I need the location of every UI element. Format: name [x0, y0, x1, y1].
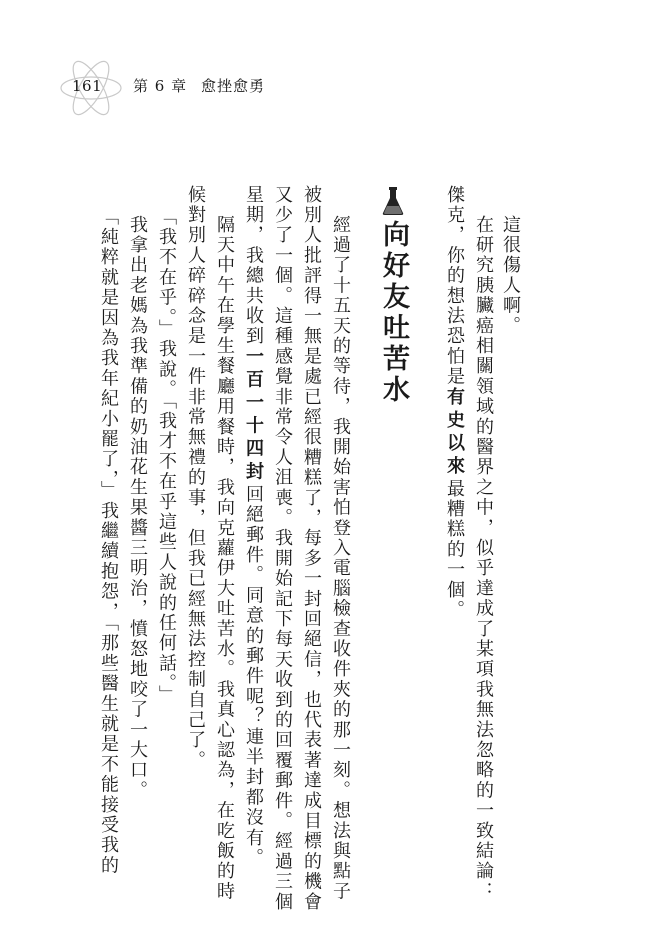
page-number: 161: [72, 77, 103, 95]
chapter-title: 愈挫愈勇: [201, 77, 266, 95]
section-heading: 向好友吐苦水: [378, 220, 409, 406]
text-column-7: 星期，我總共收到一百一十四封回絕郵件。同意的郵件呢？連半封都沒有。: [243, 185, 264, 869]
text-column-8: 隔天中午在學生餐廳用餐時，我向克蘿伊大吐苦水。我真心認為，在吃飯的時: [214, 215, 235, 902]
text-column-11: 我拿出老媽為我準備的奶油花生果醬三明治，憤怒地咬了一大口。: [127, 215, 148, 801]
text-column-6: 又少了一個。這種感覺非常令人沮喪。我開始記下每天收到的回覆郵件。經過三個: [272, 185, 293, 913]
text-column-10: 「我不在乎。」我說。「我才不在乎這些人說的任何話。」: [156, 207, 177, 706]
text-column-5: 被別人批評得一無是處已經很糟糕了，每多一封回絕信，也代表著達成目標的機會: [301, 185, 322, 913]
flask-icon: [380, 186, 406, 216]
text-column-3: 傑克，你的想法恐怕是有史以來最糟糕的一個。: [444, 185, 465, 621]
text-column-1: 這很傷人啊。: [500, 215, 521, 337]
chapter-number: 第 6 章: [133, 77, 188, 95]
text-column-4: 經過了十五天的等待，我開始害怕登入電腦檢查收件夾的那一刻。想法與點子: [330, 215, 351, 902]
text-column-2: 在研究胰臟癌相關領域的醫界之中，似乎達成了某項我無法忽略的一致結論：: [473, 215, 494, 902]
text-column-12: 「純粹就是因為我年紀小罷了，」我繼續抱怨，「那些醫生就是不能接受我的: [98, 207, 119, 876]
text-column-9: 候對別人碎碎念是一件非常無禮的事，但我已經無法控制自己了。: [185, 185, 206, 771]
